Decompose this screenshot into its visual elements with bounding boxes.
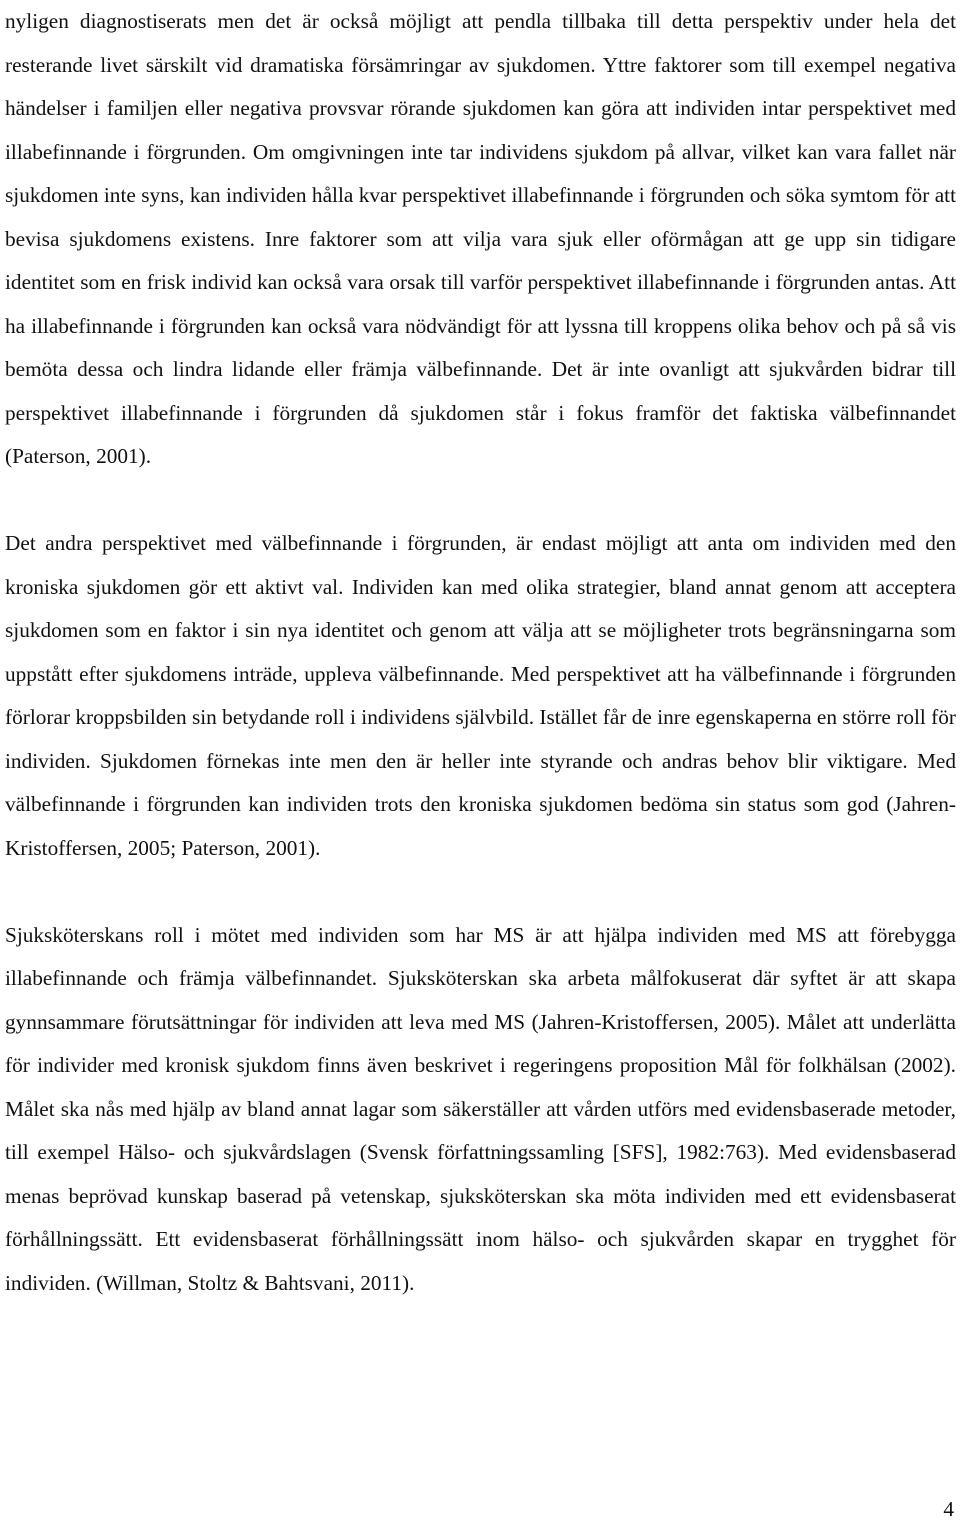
paragraph-sjukskoterskans-roll: Sjuksköterskans roll i mötet med individen som har MS är att hjälpa individen med MS att förebygga illabefinnande och främja välbefinnandet. Sjuksköterskan ska arbeta målfokuserat där syftet är att skapa gynnsammare förutsättningar för individen att leva med MS (Jahren-Kristoffersen, 2005). Målet att underlätta för individer med kronisk sjukdom finns även beskrivet i regeringens proposition Mål för folkhälsan (2002). Målet ska nås med hjälp av bland annat lagar som säkerställer att vården utförs med evidensbaserade metoder, till exempel Hälso- och sjukvårdslagen (Svensk författningssamling [SFS], 1982:763). Med evidensbaserad menas beprövad kunskap baserad på vetenskap, sjuksköterskan ska möta individen med ett evidensbaserat förhållningssätt. Ett evidensbaserat förhållningssätt inom hälso- och sjukvården skapar en trygghet för individen. (Willman, Stoltz & Bahtsvani, 2011).	[5, 922, 956, 1295]
paragraph-valbefinnande: Det andra perspektivet med välbefinnande i förgrunden, är endast möjligt att anta om individen med den kroniska sjukdomen gör ett aktivt val. Individen kan med olika strategier, bland annat genom att acceptera sjukdomen som en faktor i sin nya identitet och genom att välja att se möjligheter trots begränsningarna som uppstått efter sjukdomens inträde, uppleva välbefinnande. Med perspektivet att ha välbefinnande i förgrunden förlorar kroppsbilden sin betydande roll i individens självbild. Istället får de inre egenskaperna en större roll för individen. Sjukdomen förnekas inte men den är heller inte styrande och andras behov blir viktigare. Med välbefinnande i förgrunden kan individen trots den kroniska sjukdomen bedöma sin status som god (Jahren-Kristoffersen, 2005; Paterson, 2001).	[5, 531, 956, 860]
document-page	[5, 0, 956, 1305]
paragraph-illabefinnande: nyligen diagnostiserats men det är också möjligt att pendla tillbaka till detta perspektiv under hela det resterande livet särskilt vid dramatiska försämringar av sjukdomen. Yttre faktorer som till exempel negativa händelser i familjen eller negativa provsvar rörande sjukdomen kan göra att individen intar perspektivet med illabefinnande i förgrunden. Om omgivningen inte tar individens sjukdom på allvar, vilket kan vara fallet när sjukdomen inte syns, kan individen hålla kvar perspektivet illabefinnande i förgrunden och söka symtom för att bevisa sjukdomens existens. Inre faktorer som att vilja vara sjuk eller oförmågan att ge upp sin tidigare identitet som en frisk individ kan också vara orsak till varför perspektivet illabefinnande i förgrunden antas. Att ha illabefinnande i förgrunden kan också vara nödvändigt för att lyssna till kroppens olika behov och på så vis bemöta dessa och lindra lidande eller främja välbefinnande. Det är inte ovanligt att sjukvården bidrar till perspektivet illabefinnande i förgrunden då sjukdomen står i fokus framför det faktiska välbefinnandet (Paterson, 2001).	[5, 9, 956, 468]
page-number: 4	[943, 1497, 954, 1521]
